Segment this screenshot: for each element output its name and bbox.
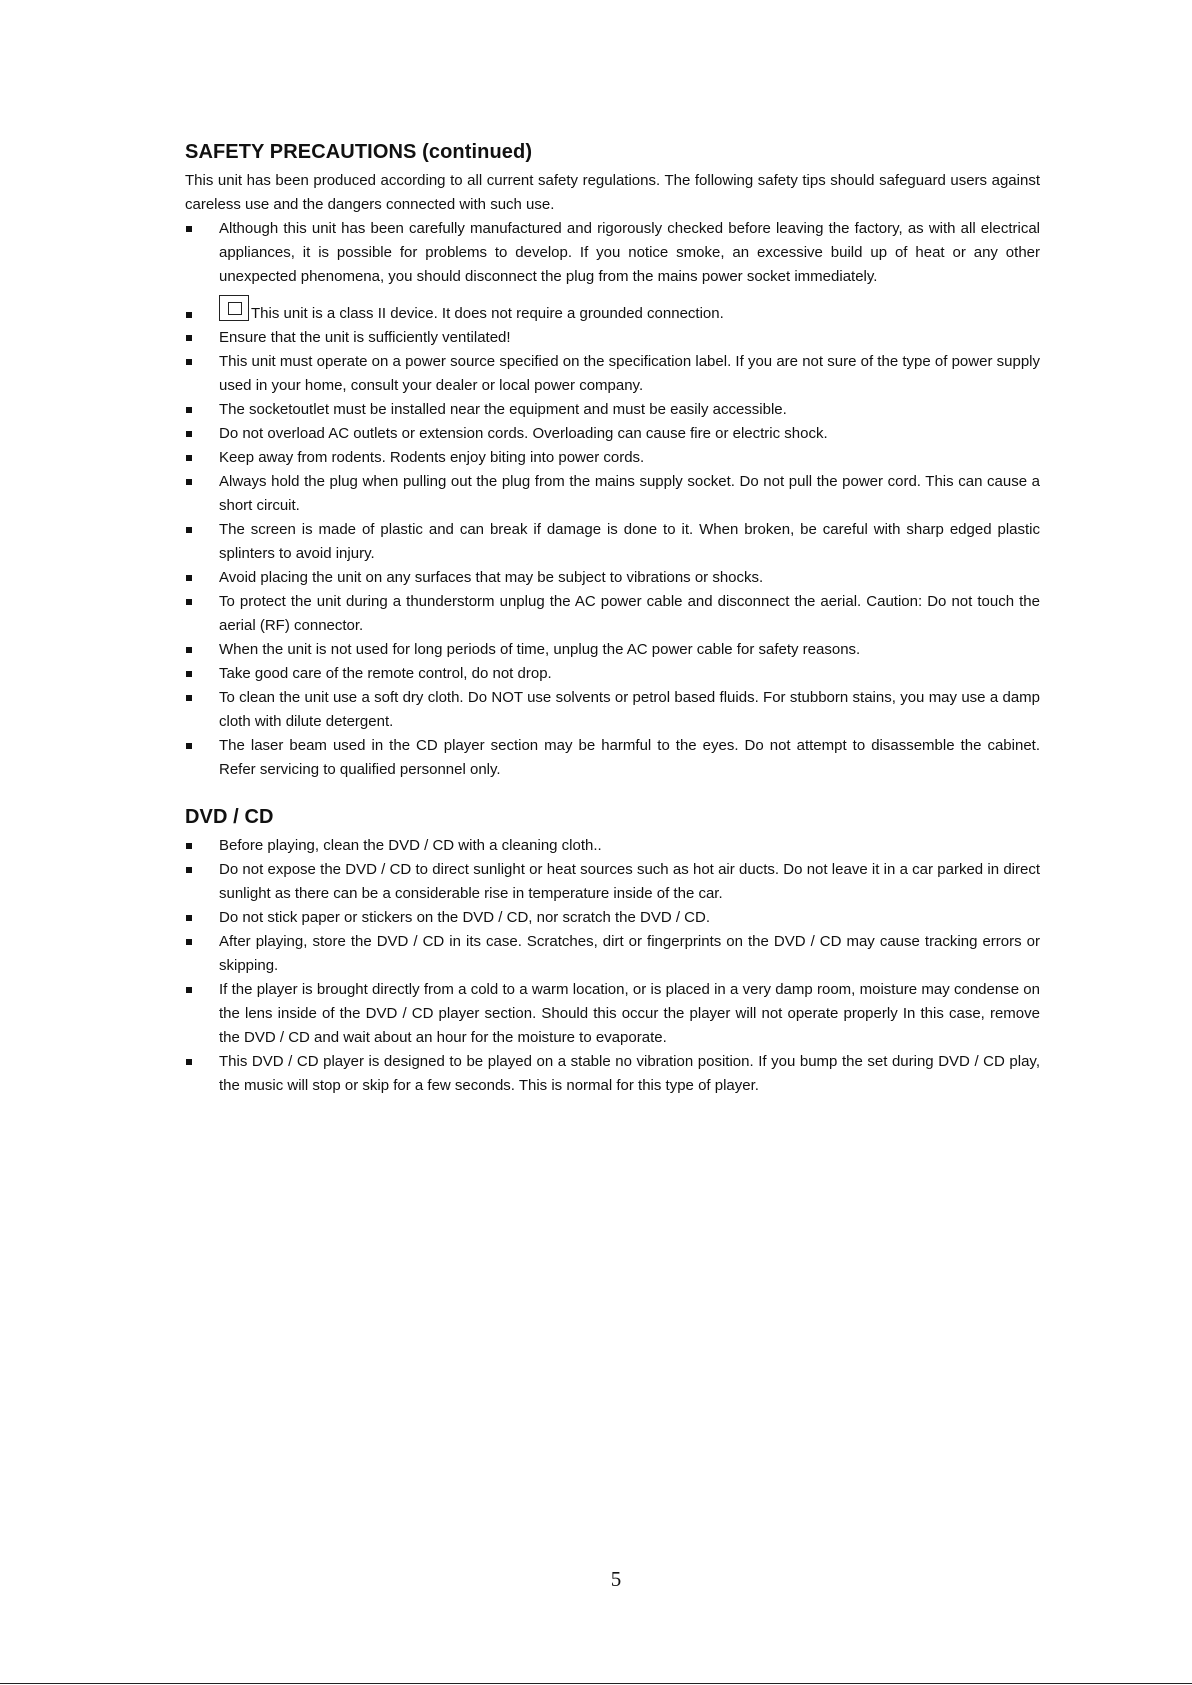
square-bullet-icon (186, 867, 192, 873)
square-bullet-icon (186, 359, 192, 365)
square-bullet-icon (186, 671, 192, 677)
list-item: Before playing, clean the DVD / CD with a cleaning cloth.. (185, 834, 1040, 858)
list-item: Although this unit has been carefully manufactured and rigorously checked before leaving the factory, as with all electrical appliances, it is possible for problems to develop. If you notice smoke, an excessive build up of heat or any other unexpected phenomena, you should disconnect the plug from the mains power socket immediately. (185, 217, 1040, 289)
list-item: Do not stick paper or stickers on the DVD / CD, nor scratch the DVD / CD. (185, 906, 1040, 930)
square-bullet-icon (186, 226, 192, 232)
square-bullet-icon (186, 431, 192, 437)
list-item: To clean the unit use a soft dry cloth. Do NOT use solvents or petrol based fluids. For stubborn stains, you may use a damp cloth with dilute detergent. (185, 686, 1040, 734)
list-item: Do not overload AC outlets or extension cords. Overloading can cause fire or electric shock. (185, 422, 1040, 446)
list-item: The laser beam used in the CD player section may be harmful to the eyes. Do not attempt to disassemble the cabinet. Refer servicing to qualified personnel only. (185, 734, 1040, 782)
square-bullet-icon (186, 479, 192, 485)
safety-heading: SAFETY PRECAUTIONS (continued) (185, 141, 533, 163)
list-item: Avoid placing the unit on any surfaces that may be subject to vibrations or shocks. (185, 566, 1040, 590)
list-item: After playing, store the DVD / CD in its case. Scratches, dirt or fingerprints on the DVD / CD may cause tracking errors or skipping. (185, 930, 1040, 978)
square-bullet-icon (186, 1059, 192, 1065)
list-item: Ensure that the unit is sufficiently ventilated! (185, 326, 1040, 350)
page-number: 5 (610, 1567, 622, 1591)
bottom-rule (0, 1683, 1192, 1684)
class-ii-double-square-icon (219, 295, 249, 321)
list-item: When the unit is not used for long periods of time, unplug the AC power cable for safety reasons. (185, 638, 1040, 662)
square-bullet-icon (186, 599, 192, 605)
list-item: Keep away from rodents. Rodents enjoy biting into power cords. (185, 446, 1040, 470)
document-page (185, 139, 1040, 1098)
dvd-cd-heading: DVD / CD (185, 806, 274, 828)
square-bullet-icon (186, 527, 192, 533)
dvd-cd-list (185, 834, 1040, 1098)
list-item: The screen is made of plastic and can break if damage is done to it. When broken, be careful with sharp edged plastic splinters to avoid injury. (185, 518, 1040, 566)
square-bullet-icon (186, 575, 192, 581)
list-item: This unit is a class II device. It does not require a grounded connection. (185, 289, 1040, 326)
square-bullet-icon (186, 407, 192, 413)
square-bullet-icon (186, 647, 192, 653)
safety-intro: This unit has been produced according to all current safety regulations. The following safety tips should safeguard users against careless use and the dangers connected with such use. (185, 172, 1040, 213)
square-bullet-icon (186, 455, 192, 461)
square-bullet-icon (186, 843, 192, 849)
square-bullet-icon (186, 915, 192, 921)
list-item: This DVD / CD player is designed to be played on a stable no vibration position. If you bump the set during DVD / CD play, the music will stop or skip for a few seconds. This is normal for this type of player. (185, 1050, 1040, 1098)
square-bullet-icon (186, 939, 192, 945)
list-item: Do not expose the DVD / CD to direct sunlight or heat sources such as hot air ducts. Do not leave it in a car parked in direct sunlight as there can be a considerable rise in temperature inside of the car. (185, 858, 1040, 906)
square-bullet-icon (186, 312, 192, 318)
square-bullet-icon (186, 987, 192, 993)
square-bullet-icon (186, 695, 192, 701)
list-item: Take good care of the remote control, do not drop. (185, 662, 1040, 686)
safety-list (185, 217, 1040, 782)
list-item: The socketoutlet must be installed near the equipment and must be easily accessible. (185, 398, 1040, 422)
square-bullet-icon (186, 743, 192, 749)
list-item: To protect the unit during a thunderstorm unplug the AC power cable and disconnect the aerial. Caution: Do not touch the aerial (RF) connector. (185, 590, 1040, 638)
square-bullet-icon (186, 335, 192, 341)
list-item: If the player is brought directly from a cold to a warm location, or is placed in a very damp room, moisture may condense on the lens inside of the DVD / CD player section. Should this occur the player will not operate properly In this case, remove the DVD / CD and wait about an hour for the moisture to evaporate. (185, 978, 1040, 1050)
list-item: This unit must operate on a power source specified on the specification label. If you are not sure of the type of power supply used in your home, consult your dealer or local power company. (185, 350, 1040, 398)
list-item: Always hold the plug when pulling out the plug from the mains supply socket. Do not pull the power cord. This can cause a short circuit. (185, 470, 1040, 518)
section-spacer (185, 782, 1040, 804)
